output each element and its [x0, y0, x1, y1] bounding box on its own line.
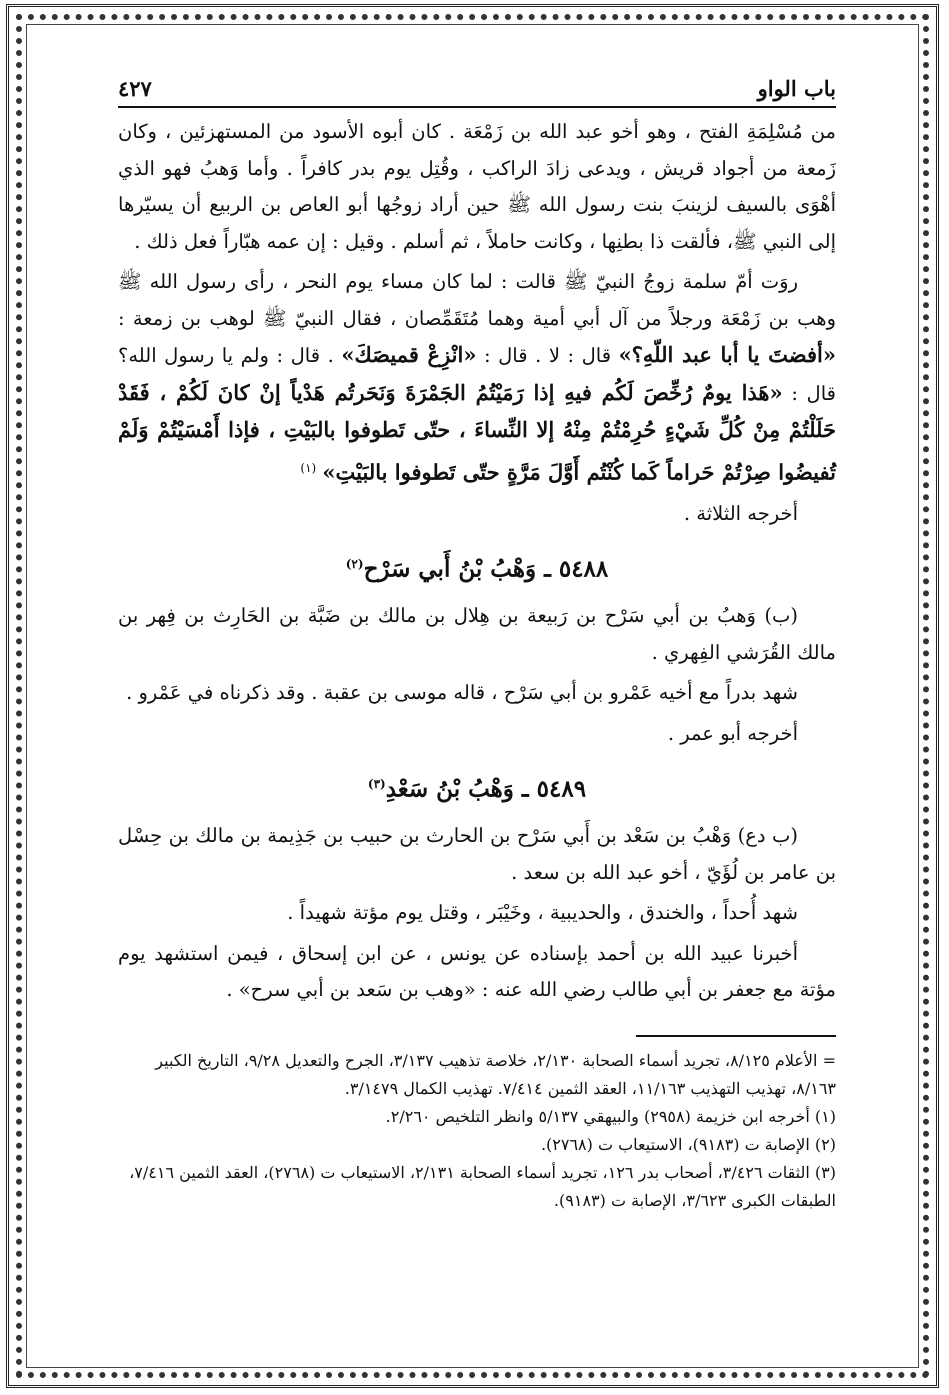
paragraph: شهد بدراً مع أخيه عَمْرو بن أبي سَرْح ، قاله موسى بن عقبة . وقد ذكرناه في عَمْرو .	[126, 681, 798, 705]
footnote-continued: = الأعلام ٨/١٢٥، تجريد أسماء الصحابة ٢/١٣٠، خلاصة تذهيب ٣/١٣٧، الجرح والتعديل ٩/٢٨، التاريخ الكبير ٨/١٦٣، تهذيب التهذيب ١١/١٦٣، العقد الثمين ٧/٤١٤. تهذيب الكمال ٣/١٤٧٩.	[155, 1050, 836, 1098]
hadith-text: «هَذا يومٌ رُخِّصَ لَكُم فيهِ إذا رَمَيْتُمُ الجَمْرَةَ وَنَحَرتُم هَدْياً إنْ كانَ لَكُمْ ، فَقَدْ حَلَلْتُمْ مِنْ كُلِّ شَيْءٍ حُرِمْتُمْ مِنْهُ إلا النِّساءَ ، حتّى تَطوفوا بالبَيْتِ ، فإذا أَمْسَيْتُمْ وَلَمْ تُفيضُوا صِرْتُمْ حَراماً كَما كُنْتُم أَوَّلَ مَرَّةٍ حتّى تَطوفوا بالبَيْتِ»	[118, 379, 836, 484]
footnote-ref: (٣)	[367, 777, 386, 792]
footnotes	[118, 1047, 836, 1215]
footnote-divider	[636, 1035, 836, 1037]
page-content	[118, 70, 836, 1330]
entry-title: ٥٤٨٨ ـ وَهْبُ بْنُ أَبي سَرْح$^{(٢)}$	[345, 555, 609, 583]
paragraph: أخرجه أبو عمر .	[667, 721, 798, 745]
paragraph: (ب) وَهبُ بن أبي سَرْح بن رَبيعة بن هِلال بن مالك بن ضَبَّة بن الحَارِث بن فِهر بن مالك القُرَشي الفِهري .	[118, 604, 836, 664]
footnote-ref: (٢)	[345, 557, 364, 571]
paragraph-hadith	[118, 264, 836, 492]
page-number: ٤٢٧	[118, 75, 152, 101]
paragraph: من مُسْلِمَةِ الفتح ، وهو أخو عبد الله بن زَمْعَة . كان أبوه الأسود من المستهزئين ، وكان زَمعة من أجواد قريش ، ويدعى زادَ الراكب ، وقُتِل يوم بدر كافراً . وأما وَهبُ فهو الذي أهْوَى بالسيف لزينبَ بنت رسول الله ﷺ حين أراد زوجُها أبو العاص بن الربيع أن يسيّرها إلى النبي ﷺ، فألقت ذا بطنِها ، وكانت حاملاً ، ثم أسلم . وقيل : إن عمه هبّاراً فعل ذلك .	[118, 120, 836, 253]
entry-title: ٥٤٨٩ ـ وَهْبُ بْنُ سَعْدِ$^{(٣)}$	[367, 775, 587, 803]
chapter-title: باب الواو	[757, 75, 836, 101]
paragraph: أخرجه الثلاثة .	[683, 501, 798, 525]
main-text	[118, 114, 836, 1009]
running-head	[118, 70, 836, 108]
paragraph: (ب دع) وَهْبُ بن سَعْد بن أَبي سَرْح بن الحارث بن حبيب بن جَذِيمة بن مالك بن حِسْل بن عامر بن لُؤَيّ ، أخو عبد الله بن سعد .	[118, 824, 836, 884]
footnote-3: (٣) الثقات ٣/٤٢٦، أصحاب بدر ١٢٦، تجريد أسماء الصحابة ٢/١٣١، الاستيعاب ت (٢٧٦٨)، العقد الثمين ٧/٤١٦، الطبقات الكبرى ٣/٦٢٣، الإصابة ت (٩١٨٣).	[129, 1162, 836, 1210]
hadith-quote: «انْزِعْ قميصَكَ»	[341, 342, 477, 367]
hadith-quote: «أفضتَ يا أبا عبد اللّهِ؟»	[618, 342, 836, 367]
hadith-narration: قال : لا . قال :	[484, 344, 612, 367]
paragraph: شهد أُحداً ، والخندق ، والحديبية ، وخَيْبَر ، وقتل يوم مؤتة شهيداً .	[287, 901, 798, 925]
footnote-ref: (١)	[300, 460, 317, 475]
footnote-1: (١) أخرجه ابن خزيمة (٢٩٥٨) والبيهقي ٥/١٣٧ وانظر التلخيص ٢/٢٦٠.	[385, 1106, 836, 1126]
hadith-intro: روَت أمّ سلمة زوجُ النبيّ ﷺ قالت : لما كان مساء يوم النحر ، رأى رسول الله ﷺ وهب بن زَمْعَة ورجلاً من آل أبي أمية وهما مُتَقَمِّصان ، فقال النبيّ ﷺ لوهب بن زمعة :	[118, 270, 836, 330]
footnote-2: (٢) الإصابة ت (٩١٨٣)، الاستيعاب ت (٢٧٦٨).	[540, 1134, 836, 1154]
hadith-narration: . قال : ولم يا رسول الله؟ قال :	[118, 344, 836, 405]
paragraph: أخبرنا عبيد الله بن أحمد بإسناده عن يونس ، عن ابن إسحاق ، فيمن استشهد يوم مؤتة مع جعفر بن أبي طالب رضي الله عنه : «وهب بن سَعد بن أبي سرح» .	[118, 941, 836, 1002]
